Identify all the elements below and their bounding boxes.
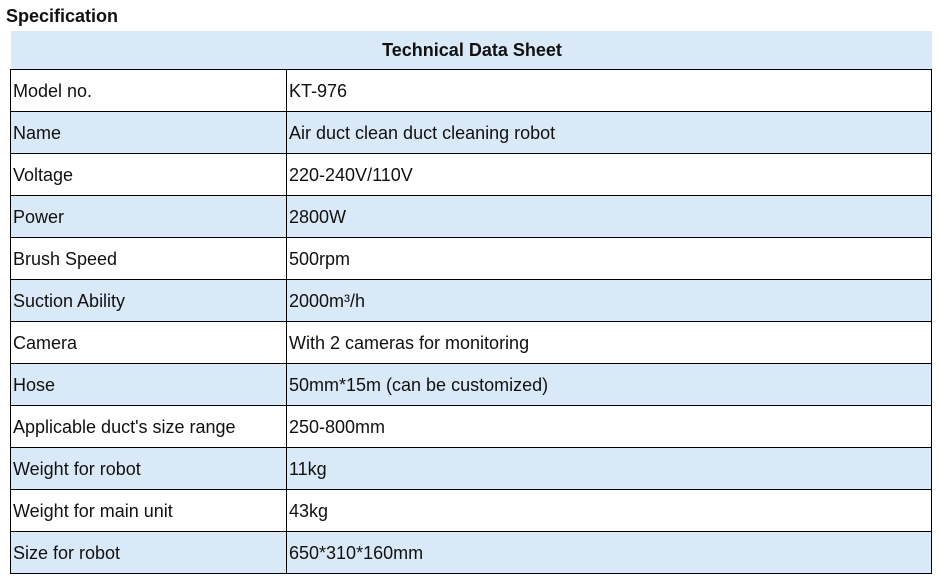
spec-label: Size for robot — [11, 532, 287, 574]
spec-label: Suction Ability — [11, 280, 287, 322]
spec-label: Weight for main unit — [11, 490, 287, 532]
table-row — [11, 70, 932, 112]
technical-data-table — [10, 31, 932, 574]
spec-label: Name — [11, 112, 287, 154]
spec-value: Air duct clean duct cleaning robot — [287, 112, 932, 154]
table-row — [11, 322, 932, 364]
table-row — [11, 448, 932, 490]
spec-value: With 2 cameras for monitoring — [287, 322, 932, 364]
spec-value: KT-976 — [287, 70, 932, 112]
table-row — [11, 364, 932, 406]
spec-value: 220-240V/110V — [287, 154, 932, 196]
table-row — [11, 280, 932, 322]
spec-label: Applicable duct's size range — [11, 406, 287, 448]
spec-label: Camera — [11, 322, 287, 364]
table-row — [11, 238, 932, 280]
table-title-row — [11, 31, 932, 70]
section-heading: Specification — [6, 6, 119, 26]
spec-value: 500rpm — [287, 238, 932, 280]
spec-label: Hose — [11, 364, 287, 406]
spec-label: Model no. — [11, 70, 287, 112]
spec-value: 650*310*160mm — [287, 532, 932, 574]
table-row — [11, 406, 932, 448]
table-row — [11, 196, 932, 238]
table-title: Technical Data Sheet — [11, 31, 932, 70]
table-row — [11, 532, 932, 574]
table-row — [11, 490, 932, 532]
spec-label: Power — [11, 196, 287, 238]
spec-value: 2000m³/h — [287, 280, 932, 322]
spec-label: Weight for robot — [11, 448, 287, 490]
spec-value: 2800W — [287, 196, 932, 238]
spec-value: 250-800mm — [287, 406, 932, 448]
table-row — [11, 154, 932, 196]
spec-label: Voltage — [11, 154, 287, 196]
spec-value: 43kg — [287, 490, 932, 532]
table-row — [11, 112, 932, 154]
spec-value: 11kg — [287, 448, 932, 490]
spec-value: 50mm*15m (can be customized) — [287, 364, 932, 406]
spec-label: Brush Speed — [11, 238, 287, 280]
